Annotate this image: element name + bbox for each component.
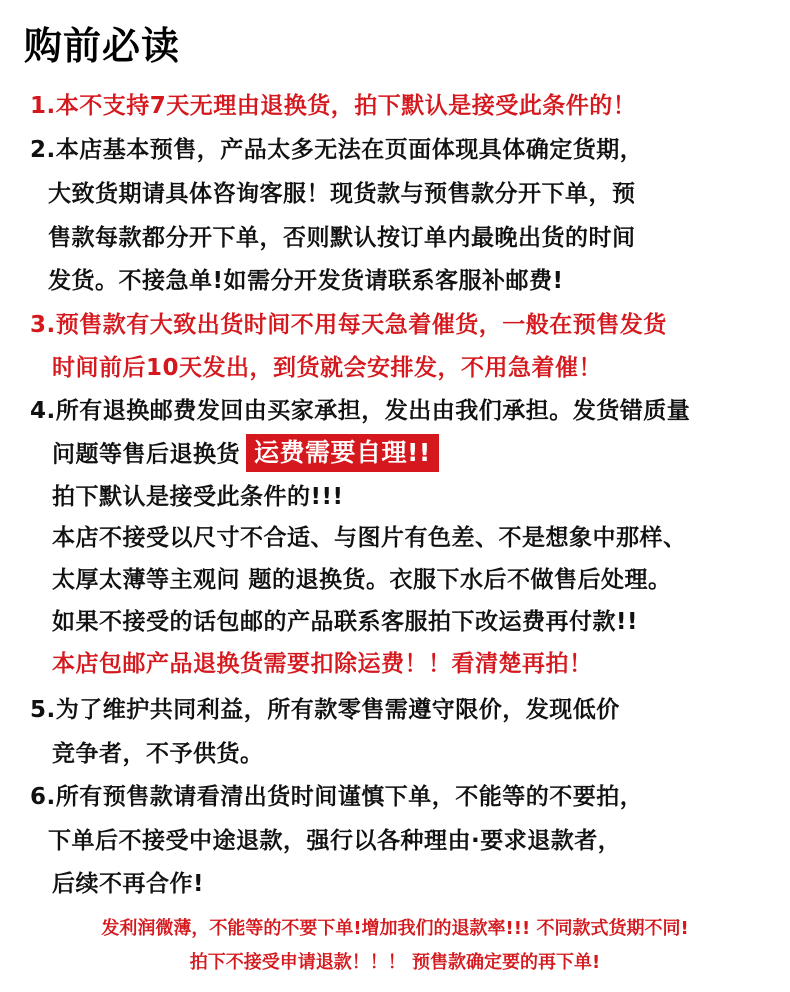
- notice-line-7: 时间前后10天发出，到货就会安排发，不用急着催！: [52, 355, 603, 381]
- notice-line-17: 6.所有预售款请看清出货时间谨慎下单，不能等的不要拍，: [30, 784, 644, 810]
- notice-line-12: 太厚太薄等主观问 题的退换货。衣服下水后不做售后处理。: [52, 567, 672, 593]
- notice-line-3: 大致货期请具体咨询客服！现货款与预售款分开下单，预: [48, 181, 636, 207]
- notice-line-8: 4.所有退换邮费发回由买家承担，发出由我们承担。发货错质量: [30, 398, 691, 424]
- notice-line-13: 如果不接受的话包邮的产品联系客服拍下改运费再付款!!: [52, 609, 638, 635]
- footer-warning-1: 发利润微薄，不能等的不要下单!增加我们的退款率!!! 不同款式货期不同!: [101, 918, 689, 939]
- page-title: 购前必读: [24, 24, 181, 68]
- notice-line-10: 拍下默认是接受此条件的!!!: [52, 484, 344, 510]
- notice-line-15: 5.为了维护共同利益，所有款零售需遵守限价，发现低价: [30, 697, 620, 723]
- notice-line-9-text: 问题等售后退换货: [52, 441, 240, 468]
- notice-line-1: 1.本不支持7天无理由退换货，拍下默认是接受此条件的！: [30, 93, 637, 119]
- notice-line-11: 本店不接受以尺寸不合适、与图片有色差、不是想象中那样、: [52, 525, 687, 551]
- footer-warning-2: 拍下不接受申请退款！！！ 预售款确定要的再下单!: [189, 952, 601, 973]
- notice-line-2: 2.本店基本预售，产品太多无法在页面体现具体确定货期，: [30, 137, 644, 163]
- notice-line-6: 3.预售款有大致出货时间不用每天急着催货，一般在预售发货: [30, 312, 667, 338]
- notice-line-16: 竞争者，不予供货。: [52, 741, 264, 767]
- notice-line-18: 下单后不接受中途退款，强行以各种理由·要求退款者，: [48, 828, 622, 854]
- notice-line-19: 后续不再合作!: [52, 871, 204, 897]
- notice-line-4: 售款每款都分开下单，否则默认按订单内最晚出货的时间: [48, 225, 636, 251]
- notice-line-14: 本店包邮产品退换货需要扣除运费！！看清楚再拍！: [52, 651, 593, 677]
- shipping-fee-badge: 运费需要自理!!: [246, 434, 439, 472]
- notice-line-9: [52, 436, 439, 474]
- notice-line-5: 发货。不接急单!如需分开发货请联系客服补邮费!: [48, 268, 564, 294]
